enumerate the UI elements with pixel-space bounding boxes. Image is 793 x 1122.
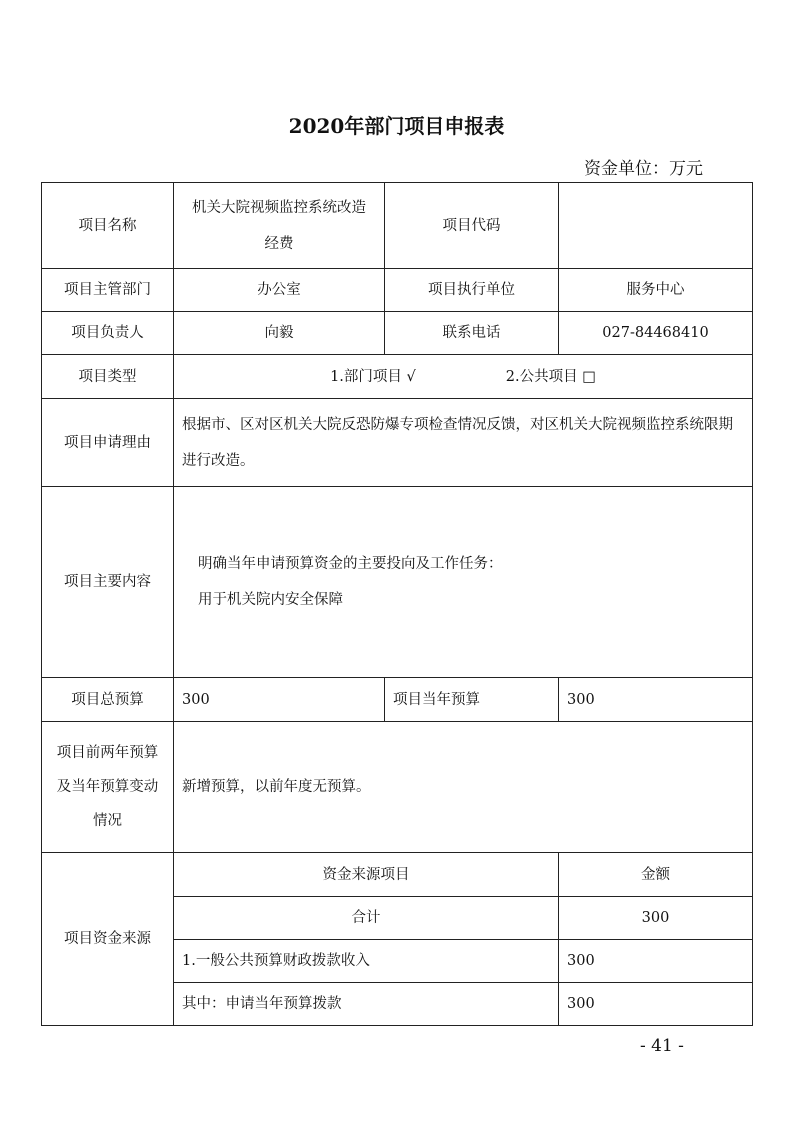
owner-value: 向毅 <box>174 312 385 355</box>
source-head-item: 资金来源项目 <box>174 853 559 897</box>
phone-value: 027-84468410 <box>559 312 753 355</box>
code-label: 项目代码 <box>385 183 559 269</box>
total-label: 项目总预算 <box>42 678 174 722</box>
page-number: - 41 - <box>640 1036 684 1056</box>
reason-label: 项目申请理由 <box>42 399 174 487</box>
dept-label: 项目主管部门 <box>42 269 174 312</box>
total-value: 300 <box>174 678 385 722</box>
src2-value: 300 <box>559 983 753 1026</box>
content-line2: 用于机关院内安全保障 <box>198 592 343 608</box>
name-value <box>174 183 385 269</box>
project-table <box>41 182 753 1026</box>
exec-label: 项目执行单位 <box>385 269 559 312</box>
name-line1: 机关大院视频监控系统改造 <box>192 199 366 216</box>
src2-label: 其中：申请当年预算拨款 <box>174 983 559 1026</box>
change-label <box>42 722 174 853</box>
type-option-dept: 1.部门项目 √ <box>330 368 416 385</box>
type-label: 项目类型 <box>42 355 174 399</box>
source-label: 项目资金来源 <box>42 853 174 1026</box>
sum-label: 合计 <box>174 897 559 940</box>
content-text <box>174 487 753 678</box>
dept-value: 办公室 <box>174 269 385 312</box>
code-value <box>559 183 753 269</box>
content-line1: 明确当年申请预算资金的主要投向及工作任务： <box>198 556 503 572</box>
change-label-3: 情况 <box>93 813 122 829</box>
unit-label: 资金单位：万元 <box>584 159 703 179</box>
name-line2: 经费 <box>264 235 294 252</box>
type-option-public: 2.公共项目 □ <box>505 368 596 385</box>
year-label: 项目当年预算 <box>385 678 559 722</box>
page-title: 2020年部门项目申报表 <box>288 114 505 138</box>
name-label: 项目名称 <box>42 183 174 269</box>
change-label-2: 及当年预算变动 <box>56 779 159 795</box>
content-label: 项目主要内容 <box>42 487 174 678</box>
change-label-1: 项目前两年预算 <box>56 745 159 761</box>
change-text: 新增预算，以前年度无预算。 <box>174 722 753 853</box>
exec-value: 服务中心 <box>559 269 753 312</box>
source-head-amount: 金额 <box>559 853 753 897</box>
year-value: 300 <box>559 678 753 722</box>
sum-value: 300 <box>559 897 753 940</box>
type-value <box>174 355 753 399</box>
owner-label: 项目负责人 <box>42 312 174 355</box>
src1-label: 1.一般公共预算财政拨款收入 <box>174 940 559 983</box>
src1-value: 300 <box>559 940 753 983</box>
phone-label: 联系电话 <box>385 312 559 355</box>
reason-text: 根据市、区对区机关大院反恐防爆专项检查情况反馈，对区机关大院视频监控系统限期进行改造。 <box>174 399 753 487</box>
